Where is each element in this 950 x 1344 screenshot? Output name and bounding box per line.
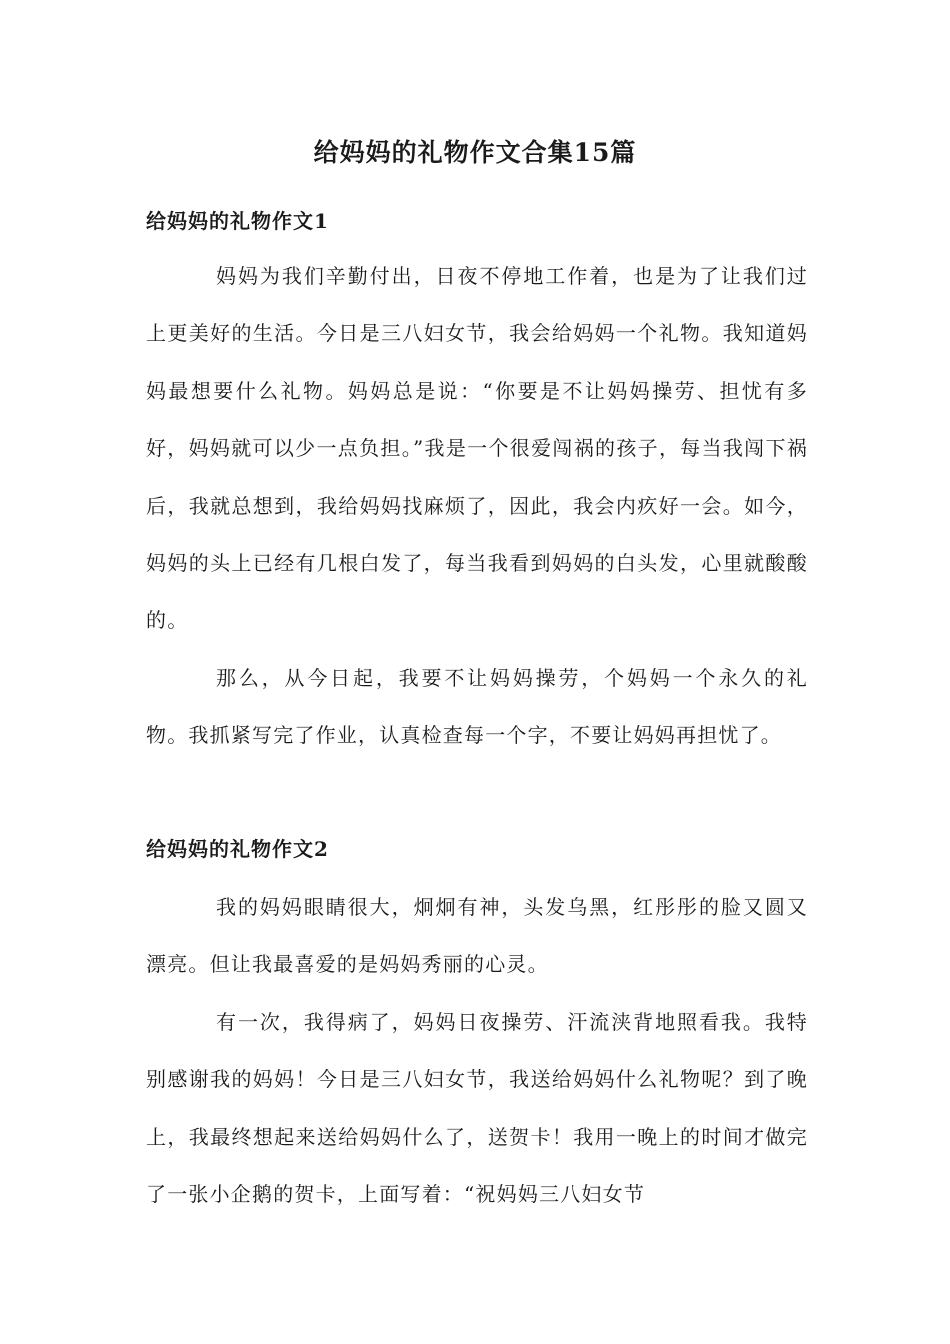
essay-heading-1: 给妈妈的礼物作文1	[146, 209, 329, 233]
essay-1-paragraph-1: 妈妈为我们辛勤付出，日夜不停地工作着，也是为了让我们过上更美好的生活。今日是三八妇女节，我会给妈妈一个礼物。我知道妈妈最想要什么礼物。妈妈总是说：“你要是不让妈妈操劳、担忧有多好，妈妈就可以少一点负担。”我是一个很爱闯祸的孩子，每当我闯下祸后，我就总想到，我给妈妈找麻烦了，因此，我会内疚好一会。如今，妈妈的头上已经有几根白发了，每当我看到妈妈的白头发，心里就酸酸的。	[146, 264, 808, 633]
essay-1-paragraph-2: 那么，从今日起，我要不让妈妈操劳，个妈妈一个永久的礼物。我抓紧写完了作业，认真检查每一个字，不要让妈妈再担忧了。	[146, 666, 808, 748]
document-title: 给妈妈的礼物作文合集15篇	[313, 138, 637, 167]
essay-2-paragraph-1: 我的妈妈眼睛很大，炯炯有神，头发乌黑，红彤彤的脸又圆又漂亮。但让我最喜爱的是妈妈秀丽的心灵。	[146, 895, 808, 977]
essay-2-paragraph-2: 有一次，我得病了，妈妈日夜操劳、汗流浃背地照看我。我特别感谢我的妈妈！今日是三八妇女节，我送给妈妈什么礼物呢？到了晚上，我最终想起来送给妈妈什么了，送贺卡！我用一晚上的时间才做完了一张小企鹅的贺卡，上面写着：“祝妈妈三八妇女节	[146, 1010, 808, 1207]
essay-heading-2: 给妈妈的礼物作文2	[146, 837, 329, 861]
